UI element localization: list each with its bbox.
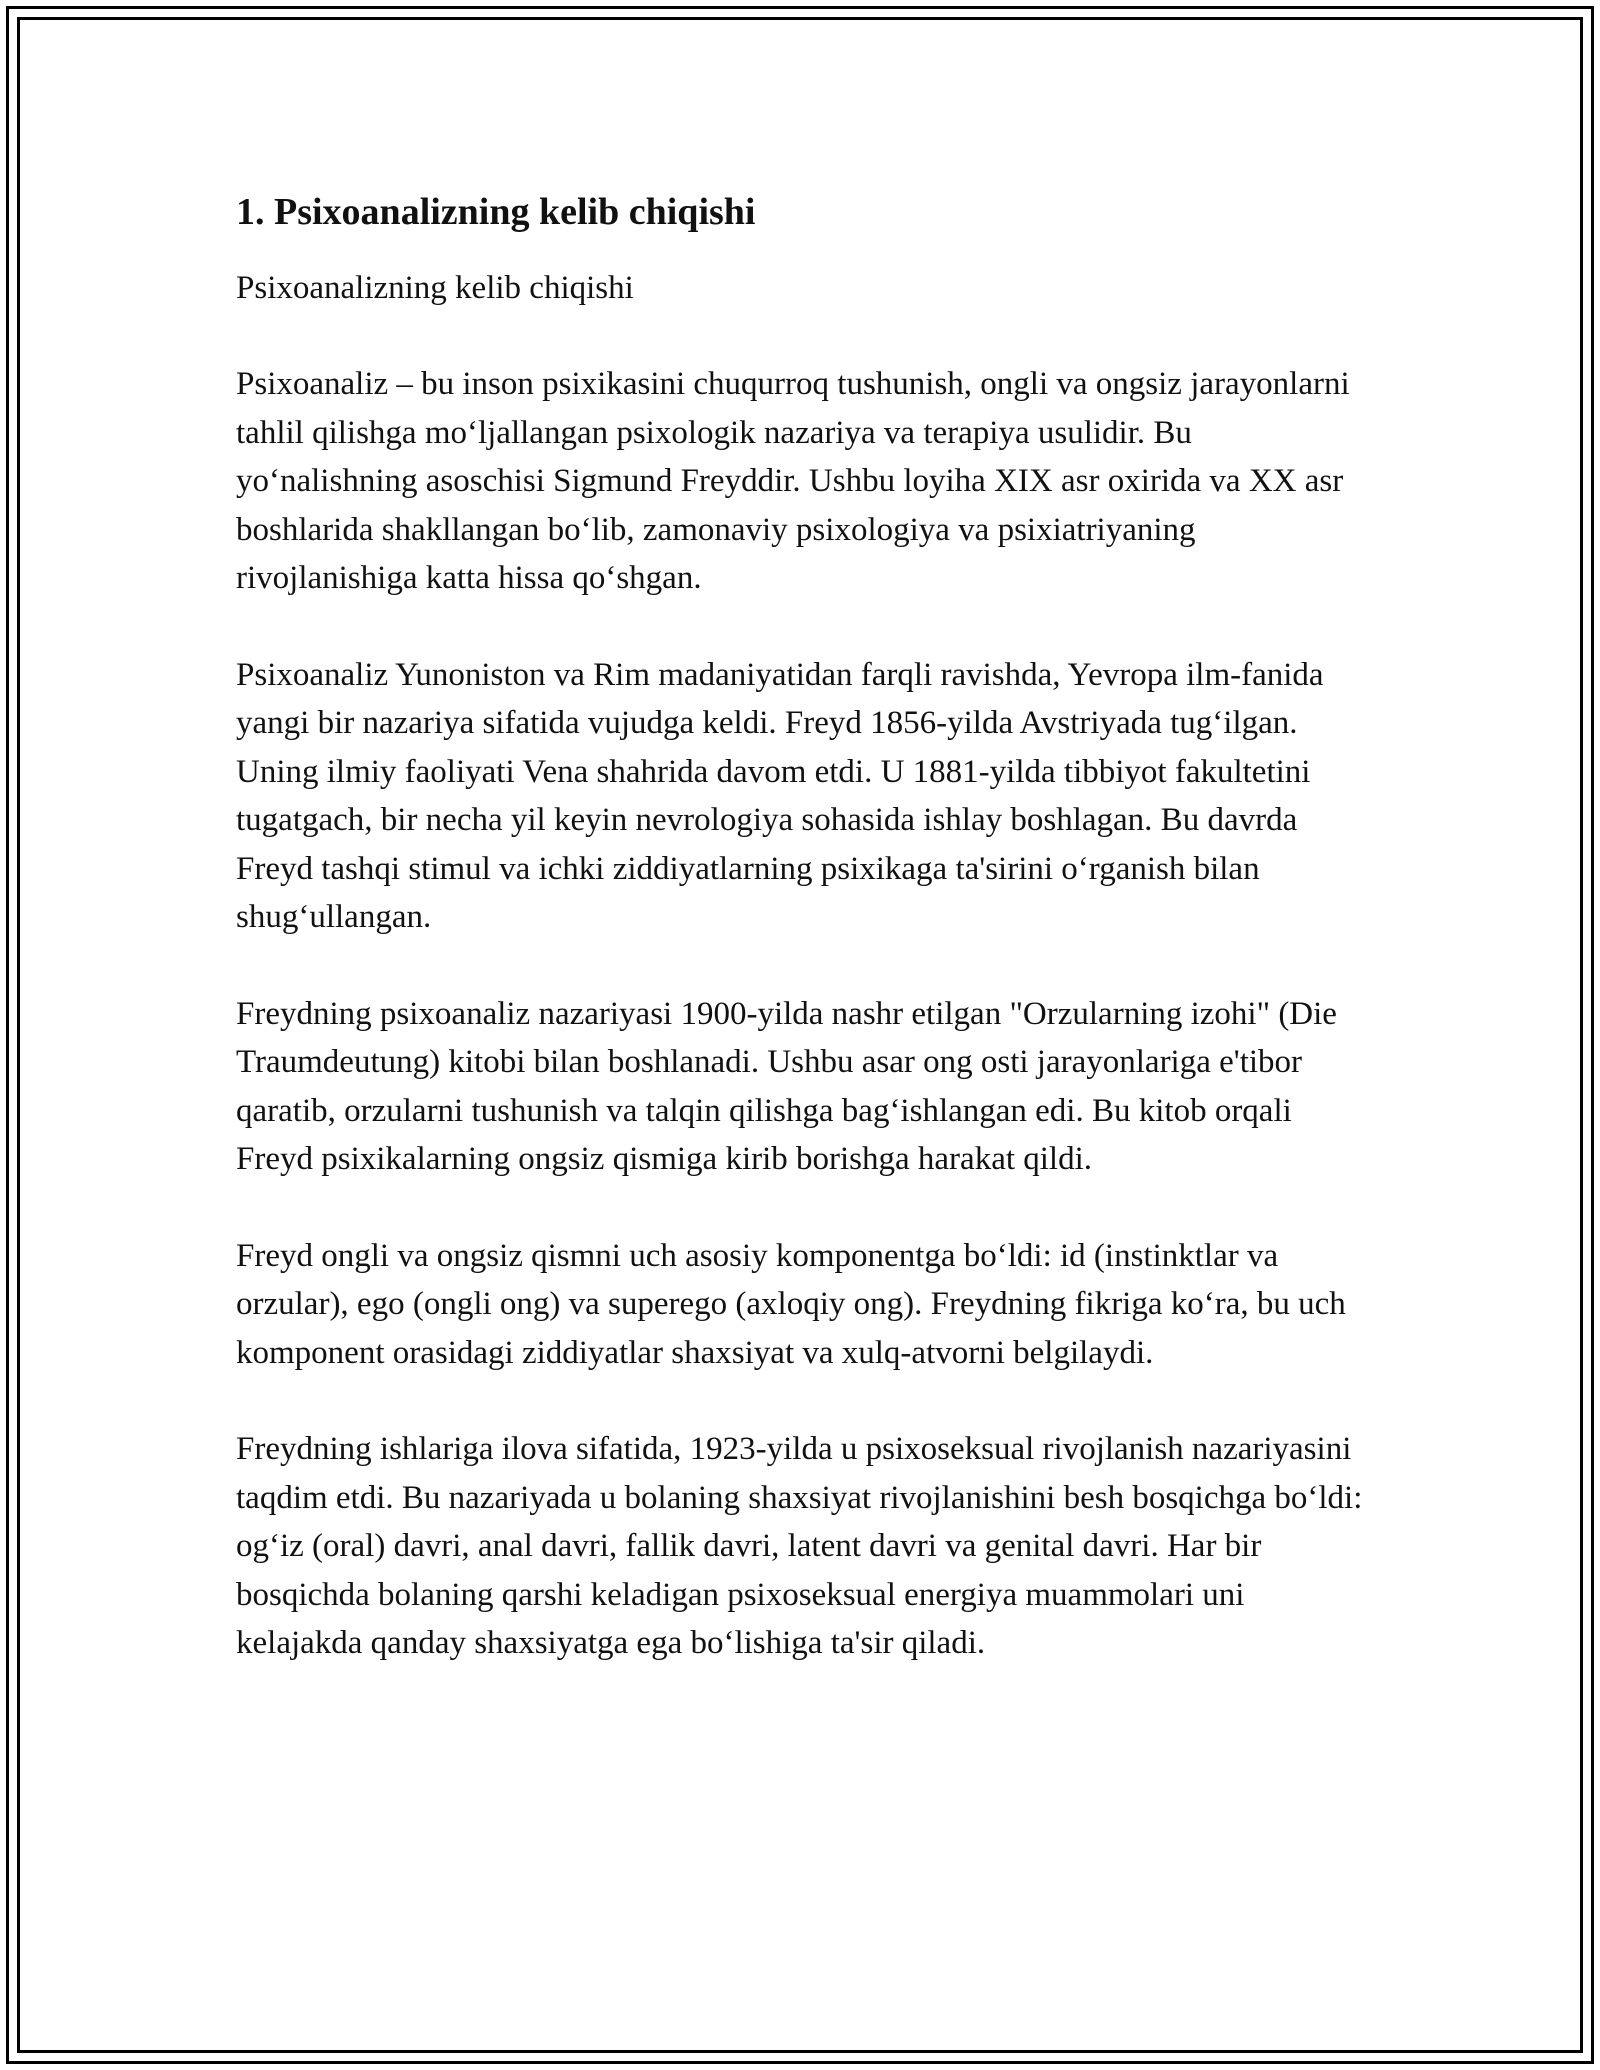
document-subtitle: Psixoanalizning kelib chiqishi (236, 270, 634, 306)
paragraph-3: Freydning psixoanaliz nazariyasi 1900-yilda nashr etilgan "Orzularning izohi" (Die Traumdeutung) kitobi bilan boshlanadi. Ushbu asar ong osti jarayonlariga e'tibor qaratib, orzularni tushunish va talqin qilishga bag‘ishlangan edi. Bu kitob orqali Freyd psixikalarning ongsiz qismiga kirib borishga harakat qildi. (236, 995, 1337, 1177)
paragraph-1: Psixoanaliz – bu inson psixikasini chuqurroq tushunish, ongli va ongsiz jarayonlarni tahlil qilishga mo‘ljallangan psixologik nazariya va terapiya usulidir. Bu yo‘nalishning asoschisi Sigmund Freyddir. Ushbu loyiha XIX asr oxirida va XX asr boshlarida shakllangan bo‘lib, zamonaviy psixologiya va psixiatriyaning rivojlanishiga katta hissa qo‘shgan. (236, 366, 1350, 596)
paragraph-5: Freydning ishlariga ilova sifatida, 1923-yilda u psixoseksual rivojlanish nazariyasini taqdim etdi. Bu nazariyada u bolaning shaxsiyat rivojlanishini besh bosqichga bo‘ldi: og‘iz (oral) davri, anal davri, fallik davri, latent davri va genital davri. Har bir bosqichda bolaning qarshi keladigan psixoseksual energiya muammolari uni kelajakda qanday shaxsiyatga ega bo‘lishiga ta'sir qiladi. (236, 1431, 1363, 1661)
paragraph-2: Psixoanaliz Yunoniston va Rim madaniyatidan farqli ravishda, Yevropa ilm-fanida yangi bir nazariya sifatida vujudga keldi. Freyd 1856-yilda Avstriyada tug‘ilgan. Uning ilmiy faoliyati Vena shahrida davom etdi. U 1881-yilda tibbiyot fakultetini tugatgach, bir necha yil keyin nevrologiya sohasida ishlay boshlagan. Bu davrda Freyd tashqi stimul va ichki ziddiyatlarning psixikaga ta'sirini o‘rganish bilan shug‘ullangan. (236, 656, 1324, 935)
document-body (236, 188, 1366, 1716)
paragraph-4: Freyd ongli va ongsiz qismni uch asosiy komponentga bo‘ldi: id (instinktlar va orzular), ego (ongli ong) va superego (axloqiy ong). Freydning fikriga ko‘ra, bu uch komponent orasidagi ziddiyatlar shaxsiyat va xulq-atvorni belgilaydi. (236, 1237, 1346, 1371)
document-title: 1. Psixoanalizning kelib chiqishi (236, 191, 756, 233)
